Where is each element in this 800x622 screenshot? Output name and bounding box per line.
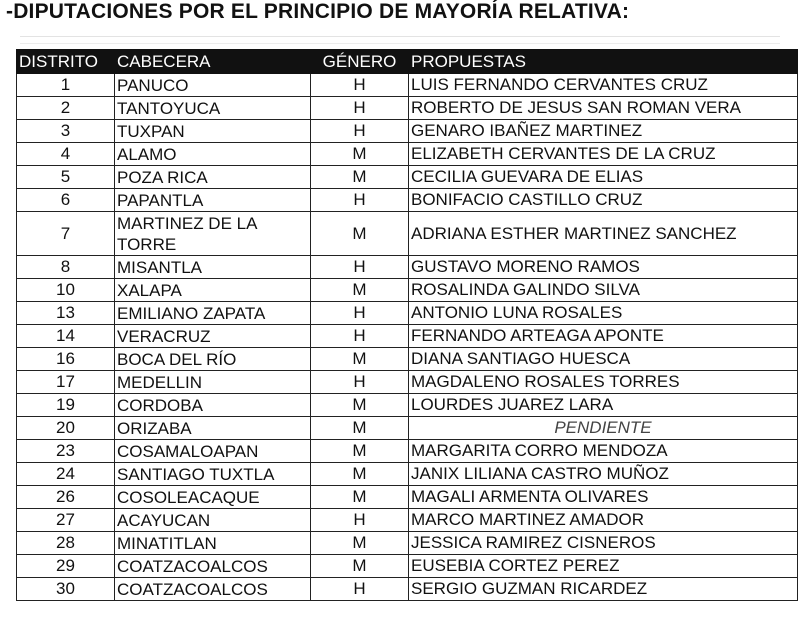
distrito-cell: 6 (17, 189, 115, 212)
cabecera-cell: VERACRUZ (115, 325, 311, 348)
propuesta-pending-cell: PENDIENTE (409, 417, 798, 440)
propuesta-cell: ROBERTO DE JESUS SAN ROMAN VERA (409, 97, 798, 120)
propuesta-cell: GUSTAVO MORENO RAMOS (409, 256, 798, 279)
cabecera-cell: COSOLEACAQUE (115, 486, 311, 509)
propuesta-cell: DIANA SANTIAGO HUESCA (409, 348, 798, 371)
table-row (17, 302, 798, 325)
table-row (17, 417, 798, 440)
distrito-cell: 28 (17, 532, 115, 555)
distrito-cell: 17 (17, 371, 115, 394)
distrito-cell: 2 (17, 97, 115, 120)
cabecera-cell: ACAYUCAN (115, 509, 311, 532)
distrito-cell: 7 (17, 212, 115, 256)
propuesta-cell: BONIFACIO CASTILLO CRUZ (409, 189, 798, 212)
genero-cell: M (311, 532, 409, 555)
table-row (17, 509, 798, 532)
propuesta-cell: ANTONIO LUNA ROSALES (409, 302, 798, 325)
page-title: -DIPUTACIONES POR EL PRINCIPIO DE MAYORÍA RELATIVA: (6, 0, 630, 23)
propuesta-cell: MAGALI ARMENTA OLIVARES (409, 486, 798, 509)
genero-cell: M (311, 555, 409, 578)
genero-cell: M (311, 143, 409, 166)
cabecera-cell: POZA RICA (115, 166, 311, 189)
cabecera-cell: ORIZABA (115, 417, 311, 440)
table-row (17, 74, 798, 97)
distrito-cell: 20 (17, 417, 115, 440)
distrito-cell: 26 (17, 486, 115, 509)
table-row (17, 394, 798, 417)
genero-cell: M (311, 166, 409, 189)
distrito-cell: 27 (17, 509, 115, 532)
distrito-cell: 14 (17, 325, 115, 348)
table-row (17, 440, 798, 463)
table-row (17, 189, 798, 212)
propuesta-cell: GENARO IBAÑEZ MARTINEZ (409, 120, 798, 143)
propuesta-cell: SERGIO GUZMAN RICARDEZ (409, 578, 798, 601)
cabecera-cell: EMILIANO ZAPATA (115, 302, 311, 325)
genero-cell: H (311, 74, 409, 97)
header-distrito: DISTRITO (17, 50, 115, 74)
genero-cell: H (311, 371, 409, 394)
distrito-cell: 8 (17, 256, 115, 279)
genero-cell: H (311, 509, 409, 532)
table-header-row (17, 50, 798, 74)
genero-cell: M (311, 463, 409, 486)
genero-cell: M (311, 279, 409, 302)
header-genero: GÉNERO (311, 50, 409, 74)
genero-cell: M (311, 417, 409, 440)
propuesta-cell: MARGARITA CORRO MENDOZA (409, 440, 798, 463)
cabecera-cell: PANUCO (115, 74, 311, 97)
genero-cell: M (311, 348, 409, 371)
genero-cell: M (311, 212, 409, 256)
genero-cell: H (311, 325, 409, 348)
cabecera-cell: BOCA DEL RÍO (115, 348, 311, 371)
distrito-cell: 30 (17, 578, 115, 601)
propuesta-cell: MAGDALENO ROSALES TORRES (409, 371, 798, 394)
distrito-cell: 4 (17, 143, 115, 166)
distrito-cell: 23 (17, 440, 115, 463)
divider (20, 36, 780, 44)
genero-cell: H (311, 97, 409, 120)
table-row (17, 578, 798, 601)
table-row (17, 120, 798, 143)
cabecera-cell: COSAMALOAPAN (115, 440, 311, 463)
distrito-cell: 19 (17, 394, 115, 417)
distrito-cell: 16 (17, 348, 115, 371)
cabecera-cell: MEDELLIN (115, 371, 311, 394)
genero-cell: M (311, 486, 409, 509)
genero-cell: H (311, 302, 409, 325)
table-row (17, 532, 798, 555)
propuesta-cell: FERNANDO ARTEAGA APONTE (409, 325, 798, 348)
header-propuestas: PROPUESTAS (409, 50, 798, 74)
cabecera-cell: SANTIAGO TUXTLA (115, 463, 311, 486)
genero-cell: H (311, 256, 409, 279)
distrito-cell: 3 (17, 120, 115, 143)
header-cabecera: CABECERA (115, 50, 311, 74)
distrito-cell: 29 (17, 555, 115, 578)
propuesta-cell: CECILIA GUEVARA DE ELIAS (409, 166, 798, 189)
propuesta-cell: LUIS FERNANDO CERVANTES CRUZ (409, 74, 798, 97)
distrito-cell: 13 (17, 302, 115, 325)
table-row (17, 325, 798, 348)
cabecera-cell: CORDOBA (115, 394, 311, 417)
table-row (17, 212, 798, 256)
table-row (17, 348, 798, 371)
cabecera-cell: COATZACOALCOS (115, 578, 311, 601)
table-row (17, 143, 798, 166)
table-row (17, 555, 798, 578)
table-row (17, 256, 798, 279)
propuesta-cell: LOURDES JUAREZ LARA (409, 394, 798, 417)
genero-cell: H (311, 578, 409, 601)
table-row (17, 166, 798, 189)
cabecera-cell: MISANTLA (115, 256, 311, 279)
genero-cell: H (311, 189, 409, 212)
table-row (17, 97, 798, 120)
genero-cell: H (311, 120, 409, 143)
distrito-cell: 1 (17, 74, 115, 97)
table-row (17, 463, 798, 486)
distrito-cell: 10 (17, 279, 115, 302)
propuesta-cell: JANIX LILIANA CASTRO MUÑOZ (409, 463, 798, 486)
genero-cell: M (311, 440, 409, 463)
cabecera-cell: MARTINEZ DE LA TORRE (115, 212, 311, 256)
cabecera-cell: ALAMO (115, 143, 311, 166)
genero-cell: M (311, 394, 409, 417)
table-row (17, 279, 798, 302)
propuesta-cell: JESSICA RAMIREZ CISNEROS (409, 532, 798, 555)
cabecera-cell: XALAPA (115, 279, 311, 302)
propuesta-cell: EUSEBIA CORTEZ PEREZ (409, 555, 798, 578)
cabecera-cell: COATZACOALCOS (115, 555, 311, 578)
cabecera-cell: TANTOYUCA (115, 97, 311, 120)
cabecera-cell: TUXPAN (115, 120, 311, 143)
propuesta-cell: ROSALINDA GALINDO SILVA (409, 279, 798, 302)
cabecera-cell: PAPANTLA (115, 189, 311, 212)
table-row (17, 371, 798, 394)
distrito-cell: 24 (17, 463, 115, 486)
propuesta-cell: ADRIANA ESTHER MARTINEZ SANCHEZ (409, 212, 798, 256)
propuesta-cell: ELIZABETH CERVANTES DE LA CRUZ (409, 143, 798, 166)
cabecera-cell: MINATITLAN (115, 532, 311, 555)
table-row (17, 486, 798, 509)
propuesta-cell: MARCO MARTINEZ AMADOR (409, 509, 798, 532)
distrito-cell: 5 (17, 166, 115, 189)
candidates-table (16, 49, 798, 601)
